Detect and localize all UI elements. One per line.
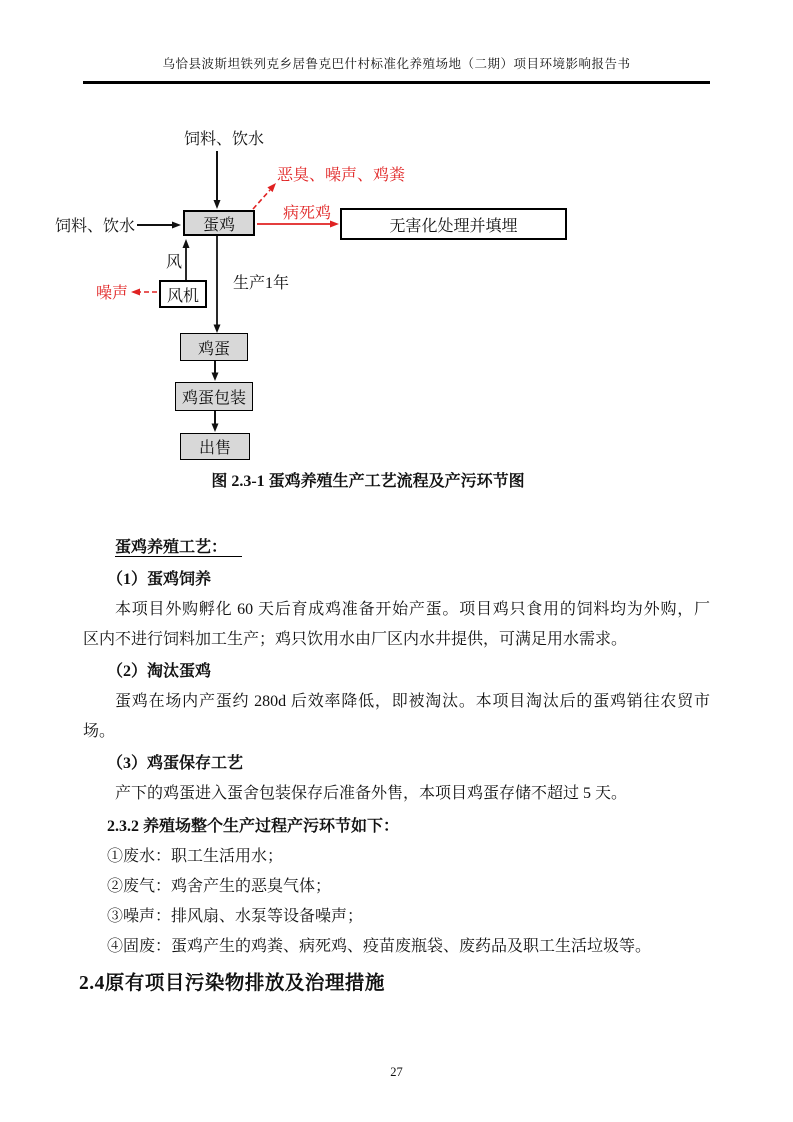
node-egg: 鸡蛋 xyxy=(180,333,248,361)
section-2-line-1: 蛋鸡在场内产蛋约 280d 后效率降低，即被淘汰。本项目淘汰后的蛋鸡销往农贸市 xyxy=(115,693,710,710)
process-title: 蛋鸡养殖工艺： xyxy=(83,533,710,563)
label-odor-noise-manure: 恶臭、噪声、鸡粪 xyxy=(277,167,406,184)
label-noise: 噪声 xyxy=(96,285,129,302)
pollution-item-solid-waste: ④固废：蛋鸡产生的鸡粪、病死鸡、疫苗废瓶袋、废药品及职工生活垃圾等。 xyxy=(107,938,652,955)
header-divider xyxy=(83,81,710,84)
label-feed-water-left: 饲料、饮水 xyxy=(55,218,136,235)
page-header xyxy=(0,0,793,84)
section-232-title: 2.3.2 养殖场整个生产过程产污环节如下： xyxy=(107,818,400,835)
pollution-item-noise: ③噪声：排风扇、水泵等设备噪声； xyxy=(107,908,364,925)
page-number: 27 xyxy=(390,1065,403,1079)
section-1-line-2: 区内不进行饲料加工生产；鸡只饮用水由厂区内水井提供，可满足用水需求。 xyxy=(83,631,628,648)
label-feed-water-top: 饲料、饮水 xyxy=(184,131,265,148)
pollution-item-wastewater: ①废水：职工生活用水； xyxy=(107,848,284,865)
label-wind: 风 xyxy=(166,254,183,271)
header-title: 乌恰县波斯坦铁列克乡居鲁克巴什村标准化养殖场地（二期）项目环境影响报告书 xyxy=(162,57,631,71)
section-2-line-2: 场。 xyxy=(83,723,116,740)
page-footer xyxy=(0,1065,793,1080)
section-24-heading: 2.4原有项目污染物排放及治理措施 xyxy=(79,973,385,994)
pollution-item-waste-gas: ②废气：鸡舍产生的恶臭气体； xyxy=(107,878,332,895)
node-fan: 风机 xyxy=(159,280,207,308)
section-3-line-1: 产下的鸡蛋进入蛋舍包装保存后准备外售，本项目鸡蛋存储不超过 5 天。 xyxy=(115,785,628,802)
label-dead-chicken: 病死鸡 xyxy=(283,205,332,222)
node-egg-packing: 鸡蛋包装 xyxy=(175,382,253,411)
process-flow-diagram xyxy=(0,108,793,503)
section-3-title: （3）鸡蛋保存工艺 xyxy=(107,755,244,772)
section-1-line-1: 本项目外购孵化 60 天后育成鸡准备开始产蛋。项目鸡只食用的饲料均为外购，厂 xyxy=(115,601,710,618)
node-sale: 出售 xyxy=(180,433,250,460)
section-1-title: （1）蛋鸡饲养 xyxy=(107,571,212,588)
figure-caption: 图 2.3-1 蛋鸡养殖生产工艺流程及产污环节图 xyxy=(211,473,525,490)
body-text xyxy=(79,503,710,1000)
node-harmless-disposal: 无害化处理并填埋 xyxy=(340,208,567,240)
node-laying-hen: 蛋鸡 xyxy=(183,210,255,236)
label-production-1-year: 生产1年 xyxy=(233,275,290,292)
section-2-title: （2）淘汰蛋鸡 xyxy=(107,663,212,680)
